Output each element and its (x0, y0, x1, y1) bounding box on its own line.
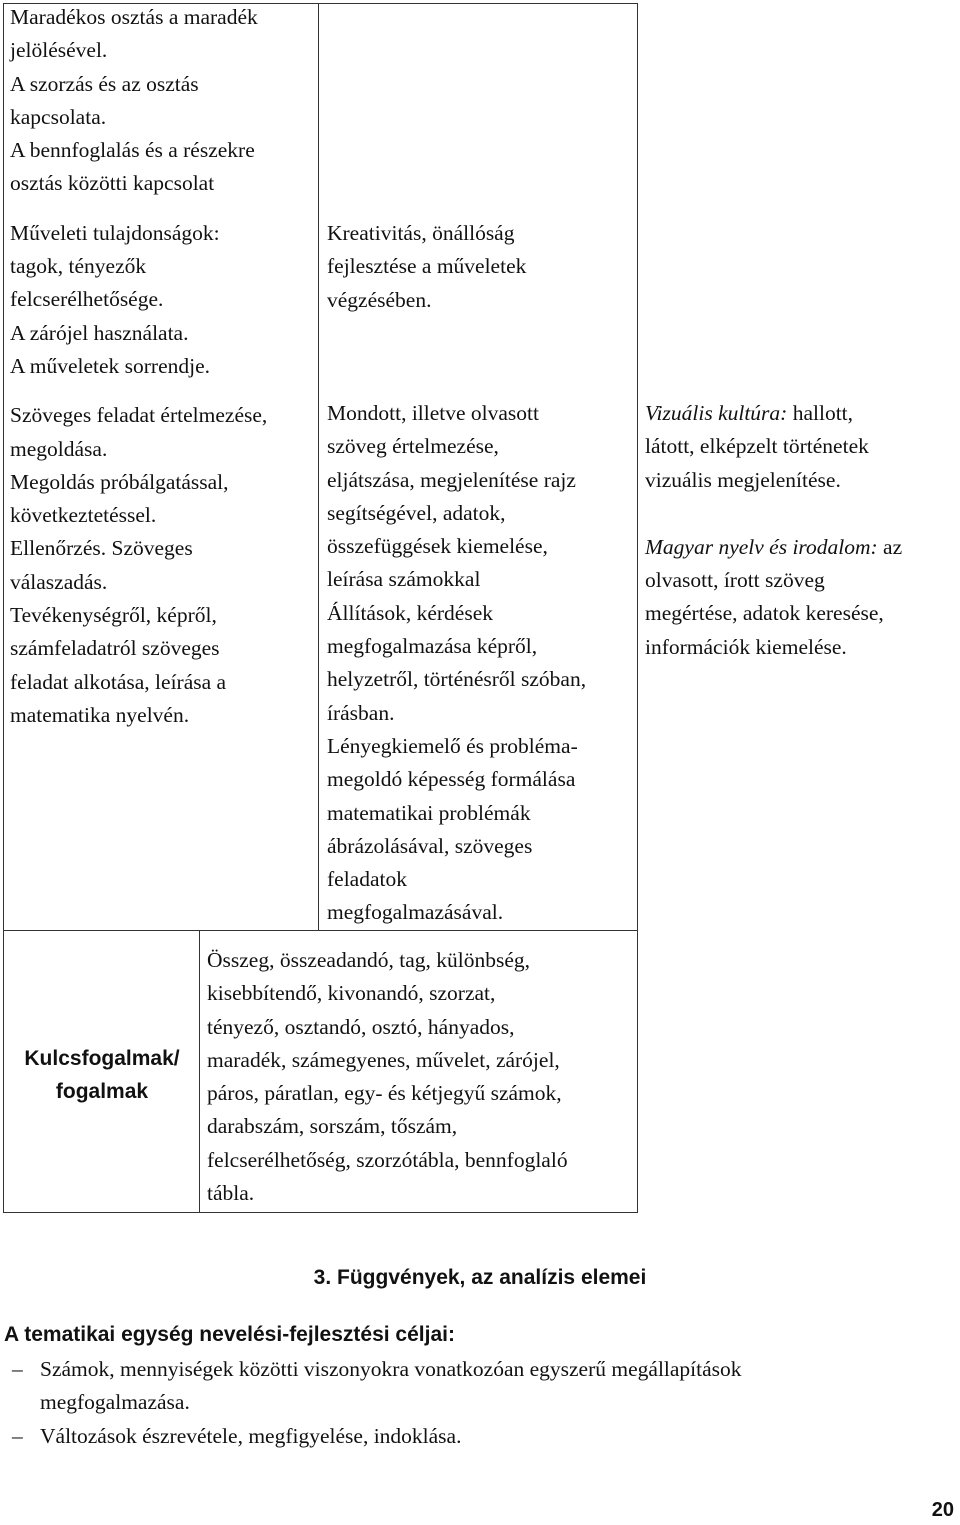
text-line: helyzetről, történésről szóban, (327, 667, 587, 692)
text-line: Megoldás próbálgatással, (10, 469, 229, 494)
text-line: szöveg értelmezése, (327, 434, 499, 459)
page-number: 20 (931, 1499, 954, 1521)
text-line: Számok, mennyiségek közötti viszonyokra vonatkozóan egyszerű megállapítások (40, 1357, 742, 1381)
text-line: feladat alkotása, leírása a (10, 669, 227, 694)
column-divider-1 (318, 3, 319, 931)
dash-icon: – (12, 1357, 23, 1381)
text-line: Magyar nyelv és irodalom: az (645, 534, 903, 559)
text-line: megoldása. (10, 436, 108, 461)
text-line: tényező, osztandó, osztó, hányados, (207, 1014, 515, 1039)
text-line: A bennfoglalás és a részekre (10, 138, 255, 163)
text-line: Kreativitás, önállóság (327, 221, 515, 245)
text-line: olvasott, írott szöveg (645, 568, 825, 593)
text-line: Tevékenységről, képről, (10, 603, 217, 628)
text-line: megoldó képesség formálása (327, 767, 576, 792)
text-line: Lényegkiemelő és probléma- (327, 733, 578, 758)
text-line: Szöveges feladat értelmezése, (10, 403, 268, 428)
text-line: Műveleti tulajdonságok: (10, 220, 220, 245)
text-line: Összeg, összeadandó, tag, különbség, (207, 948, 531, 972)
text-line: válaszadás. (10, 569, 108, 594)
text-line: megfogalmazása. (40, 1390, 190, 1415)
text-line: matematika nyelvén. (10, 702, 190, 727)
text-line: vizuális megjelenítése. (645, 467, 841, 492)
text-line: jelölésével. (10, 38, 108, 63)
topics-paragraph-3 (10, 399, 315, 732)
text-line: felcserélhetősége. (10, 287, 164, 312)
topics-paragraph-1 (10, 1, 315, 201)
text-line: megfogalmazása képről, (327, 634, 538, 659)
row-divider (3, 930, 638, 931)
key-concepts-label: Kulcsfogalmak/ fogalmak (24, 1047, 180, 1103)
subject-name: Vizuális kultúra: (645, 401, 788, 425)
text-line: összefüggések kiemelése, (327, 534, 548, 559)
key-concepts-list (207, 944, 635, 1210)
text-line: A zárójel használata. (10, 320, 189, 345)
column-divider-2 (637, 3, 638, 1213)
text-line: Változások észrevétele, megfigyelése, indoklása. (40, 1424, 462, 1448)
text-line: írásban. (327, 700, 395, 725)
text-line: fejlesztése a műveletek (327, 254, 527, 279)
text-line: felcserélhetőség, szorzótábla, bennfoglaló (207, 1147, 568, 1172)
goals-heading: A tematikai egység nevelési-fejlesztési céljai: (4, 1323, 455, 1346)
development-cell-2 (327, 397, 635, 930)
text-line: Ellenőrzés. Szöveges (10, 536, 193, 561)
text-line: Állítások, kérdések (327, 600, 493, 625)
text-line: osztás közötti kapcsolat (10, 171, 215, 196)
text-line: tagok, tényezők (10, 254, 147, 279)
text-line: megértése, adatok keresése, (645, 601, 884, 626)
text-line: leírása számokkal (327, 567, 481, 592)
subject-name: Magyar nyelv és irodalom: (645, 534, 878, 559)
text-line: maradék, számegyenes, művelet, zárójel, (207, 1047, 560, 1072)
text-line: A szorzás és az osztás (10, 71, 199, 96)
text-line: matematikai problémák (327, 800, 531, 825)
text-line: látott, elképzelt történetek (645, 434, 869, 459)
text-line: számfeladatról szöveges (10, 636, 220, 661)
text-line: A műveletek sorrendje. (10, 353, 211, 378)
text-line: feladatok (327, 867, 407, 892)
key-label-divider (199, 930, 200, 1213)
text-line: végzésében. (327, 287, 432, 312)
text-line: megfogalmazásával. (327, 900, 504, 925)
text-line: páros, páratlan, egy- és kétjegyű számok, (207, 1081, 562, 1106)
topics-paragraph-2 (10, 217, 315, 383)
text-line: információk kiemelése. (645, 634, 847, 659)
text-line: eljátszása, megjelenítése rajz (327, 467, 576, 492)
text-line: következtetéssel. (10, 503, 157, 528)
connections-cell (645, 397, 955, 664)
text-line: Vizuális kultúra: hallott, (645, 401, 854, 425)
text-line: ábrázolásával, szöveges (327, 833, 533, 858)
text-line: tábla. (207, 1181, 255, 1206)
text-line: kisebbítendő, kivonandó, szorzat, (207, 981, 496, 1006)
text-line: segítségével, adatok, (327, 500, 506, 525)
development-cell-1 (327, 217, 635, 317)
topics-cell (10, 1, 315, 732)
text-line: Maradékos osztás a maradék (10, 5, 258, 29)
text-line: darabszám, sorszám, tőszám, (207, 1114, 458, 1139)
table-bottom-border (3, 1212, 638, 1213)
dash-icon: – (12, 1424, 23, 1448)
text-line: kapcsolata. (10, 104, 107, 129)
table-left-border (3, 3, 4, 1213)
text-line: Mondott, illetve olvasott (327, 401, 539, 425)
section-title: 3. Függvények, az analízis elemei (313, 1266, 647, 1289)
